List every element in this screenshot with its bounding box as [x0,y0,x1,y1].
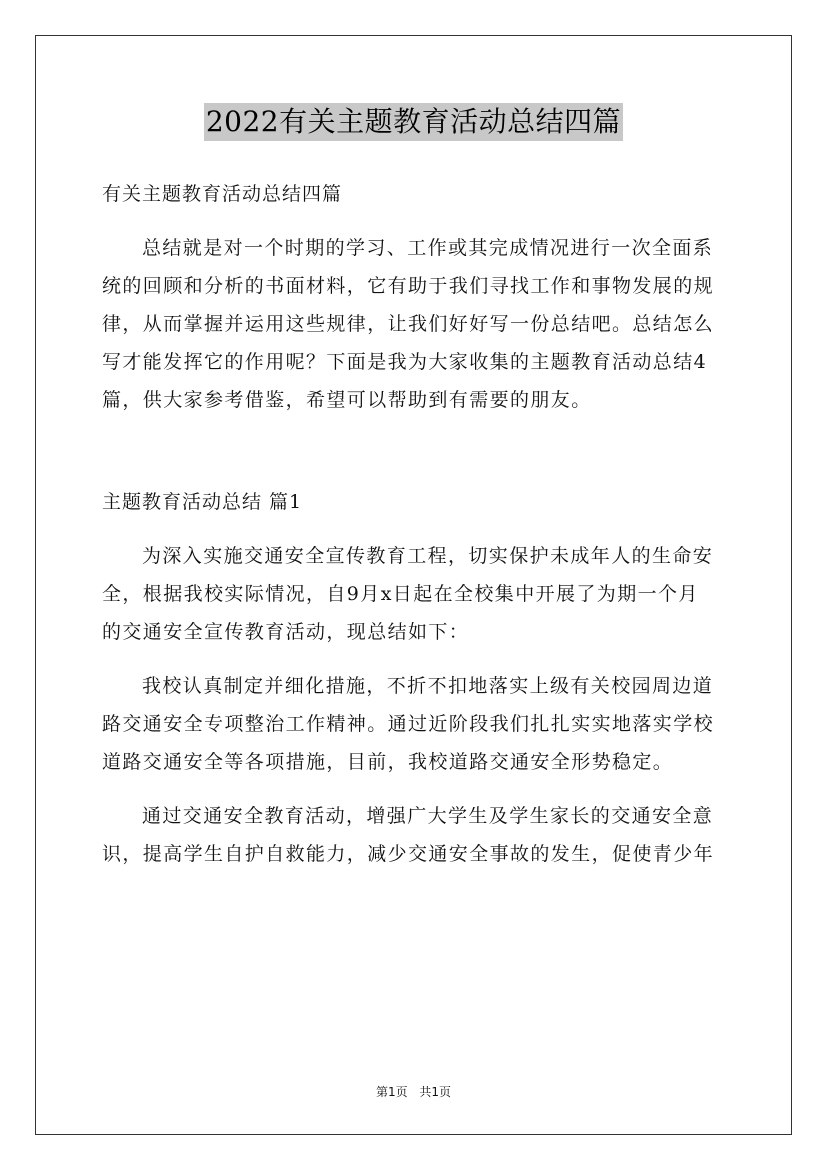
text-line: 道路交通安全等各项措施，目前，我校道路交通安全形势稳定。 [102,751,674,773]
document-body [102,175,729,889]
text-line: 为深入实施交通安全宣传教育工程，切实保护未成年人的生命安 [142,545,714,567]
spacer [102,435,729,483]
text-line: 的交通安全宣传教育活动，现总结如下： [102,621,470,643]
spacer [102,213,729,229]
text-line: 通过交通安全教育活动，增强广大学生及学生家长的交通安全意 [142,805,714,827]
text-line: 我校认真制定并细化措施，不折不扣地落实上级有关校园周边道 [142,675,714,697]
page-total: 共1页 [419,1085,452,1099]
text-line: 统的回顾和分析的书面材料，它有助于我们寻找工作和事物发展的规 [102,275,715,297]
section-heading: 主题教育活动总结 篇1 [102,491,303,513]
text-line: 识，提高学生自护自救能力，减少交通安全事故的发生，促使青少年 [102,843,715,865]
title-container [0,103,827,141]
text-line: 律，从而掌握并运用这些规律，让我们好好写一份总结吧。总结怎么 [102,313,715,335]
text-line: 全，根据我校实际情况，自9月x日起在全校集中开展了为期一个月 [102,583,699,605]
text-line: 总结就是对一个时期的学习、工作或其完成情况进行一次全面系 [142,237,714,259]
page-footer [0,1083,827,1100]
paragraph-3 [102,797,729,873]
text-line: 篇，供大家参考借鉴，希望可以帮助到有需要的朋友。 [102,389,592,411]
intro-paragraph [102,229,729,419]
text-line: 写才能发挥它的作用呢？下面是我为大家收集的主题教育活动总结4 [102,351,708,373]
paragraph-2 [102,667,729,781]
paragraph-1 [102,537,729,651]
spacer [102,521,729,537]
document-subtitle: 有关主题教育活动总结四篇 [102,183,343,205]
page-number: 第1页 [375,1085,408,1099]
text-line: 路交通安全专项整治工作精神。通过近阶段我们扎扎实实地落实学校 [102,713,715,735]
document-title: 2022有关主题教育活动总结四篇 [204,103,623,141]
